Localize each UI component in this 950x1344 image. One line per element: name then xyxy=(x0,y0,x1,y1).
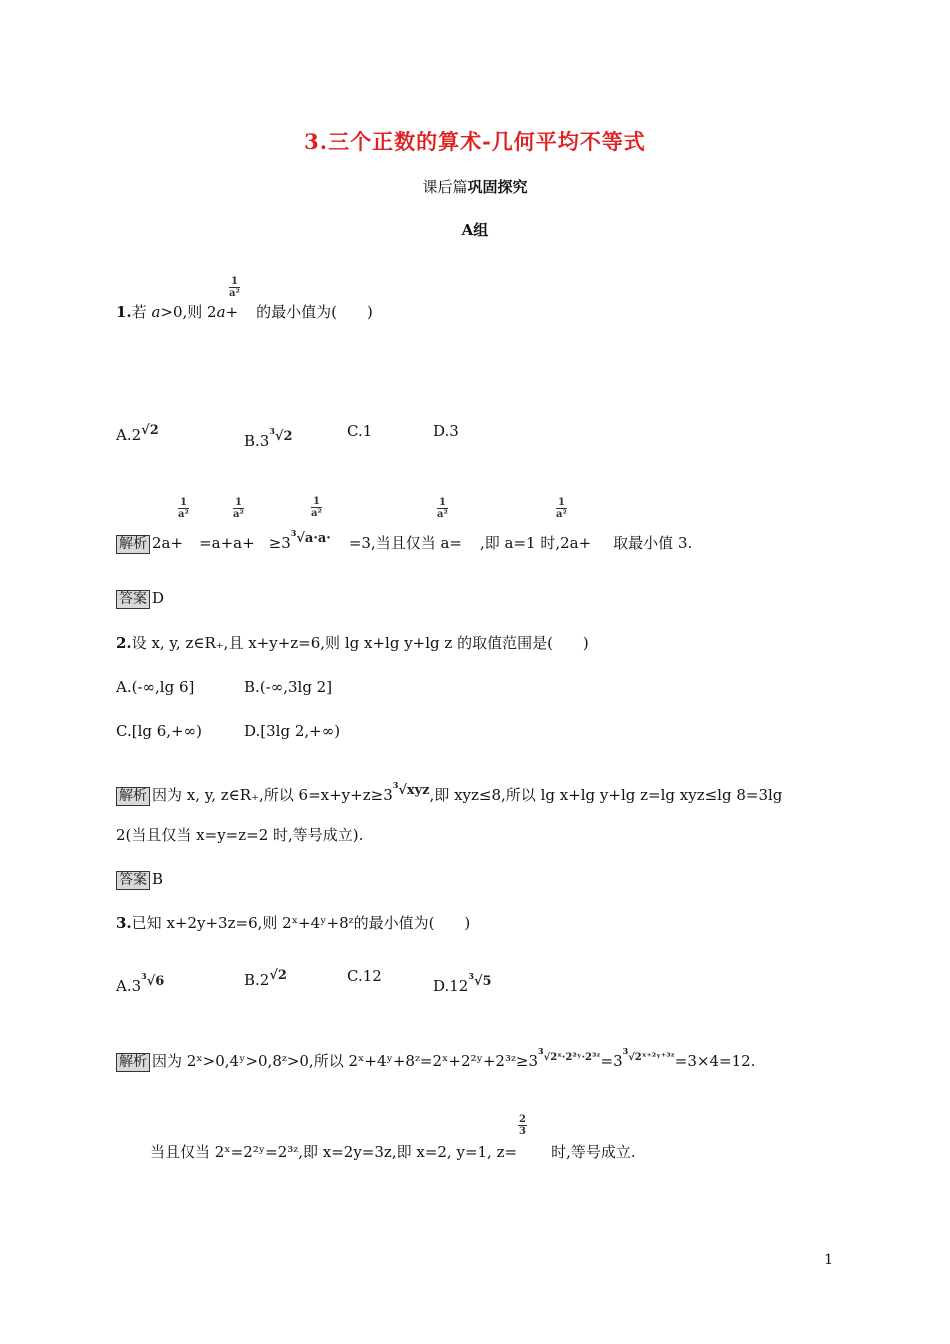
q1-stem xyxy=(116,302,373,322)
q1-answer xyxy=(116,588,164,609)
q1-an-frac-1 xyxy=(178,497,189,520)
q1-an-frac-4 xyxy=(437,497,448,520)
page-number: 1 xyxy=(824,1252,833,1268)
q1-var-a: a xyxy=(151,303,161,321)
q1-number: 1. xyxy=(116,303,132,321)
q1-answer-value: D xyxy=(152,589,165,607)
q2-answer xyxy=(116,869,163,890)
q1-an-frac-1-den: a² xyxy=(178,509,189,520)
q2-stem xyxy=(116,633,589,653)
answer-label: 答案 xyxy=(116,871,150,890)
q1-text-c: + xyxy=(225,303,239,321)
q3-condition xyxy=(150,1142,636,1162)
q1-an-frac-3-den: a² xyxy=(311,508,322,519)
q1-opt-a-text: A.2 xyxy=(116,426,142,444)
q1-opt-a-radical: √2 xyxy=(141,423,159,438)
q2-analysis-line2: 2(当且仅当 x=y=z=2 时,等号成立). xyxy=(116,826,364,844)
q3-option-a xyxy=(116,966,164,996)
q3-option-b xyxy=(244,966,287,990)
q3-option-d xyxy=(433,966,492,996)
q2-an-rad-index: 3 xyxy=(392,780,399,790)
q1-an-p1: 2a+ xyxy=(152,534,184,552)
q1-opt-b-index: 3 xyxy=(269,426,275,436)
q3-an-text-a: 因为 2ˣ>0,4ʸ>0,8ᶻ>0,所以 2ˣ+4ʸ+8ᶻ=2ˣ+2²ʸ+2³ᶻ≥3 xyxy=(152,1052,539,1070)
q3-cond-frac-den: 3 xyxy=(519,1126,526,1137)
q1-frac-den: a² xyxy=(229,288,240,299)
q3-opt-a-text: A.3 xyxy=(116,977,142,995)
q1-an-frac-2 xyxy=(233,497,244,520)
q2-option-c: C.[lg 6,+∞) xyxy=(116,722,202,740)
q1-opt-b-radical: √2 xyxy=(274,429,293,444)
q1-fraction xyxy=(229,276,240,299)
q1-an-p3: ≥3 xyxy=(268,534,291,552)
q3-opt-b-text: B.2 xyxy=(244,971,270,989)
q3-opt-a-radical: √6 xyxy=(146,974,165,989)
answer-label: 答案 xyxy=(116,590,150,609)
q1-an-radical-text: √a·a· xyxy=(296,531,331,546)
q3-stem-text: 已知 x+2y+3z=6,则 2ˣ+4ʸ+8ᶻ的最小值为( ) xyxy=(131,914,471,932)
q1-an-frac-3 xyxy=(311,496,322,519)
q1-option-b xyxy=(244,421,293,451)
q3-opt-b-radical: √2 xyxy=(269,968,287,983)
analysis-label: 解析 xyxy=(116,535,150,554)
q1-an-frac-5-num: 1 xyxy=(557,497,565,508)
q1-an-frac-3-num: 1 xyxy=(312,496,320,507)
q2-option-b: B.(-∞,3lg 2] xyxy=(244,678,333,696)
q1-an-frac-4-den: a² xyxy=(437,509,448,520)
q2-an-text-b: ,即 xyz≤8,所以 lg x+lg y+lg z=lg xyz≤lg 8=3lg xyxy=(429,786,783,804)
q3-cond-fraction xyxy=(518,1114,527,1137)
q3-opt-d-radical: √5 xyxy=(473,974,492,989)
q1-text-d: 的最小值为( ) xyxy=(256,303,373,321)
page-title: 3.三个正数的算术-几何平均不等式 xyxy=(304,129,646,154)
analysis-label: 解析 xyxy=(116,787,150,806)
q1-an-frac-2-num: 1 xyxy=(234,497,242,508)
q1-analysis xyxy=(116,523,692,554)
q2-an-text-a: 因为 x, y, z∈R₊,所以 6=x+y+z≥3 xyxy=(152,786,393,804)
q1-an-p2: =a+a+ xyxy=(199,534,255,552)
q3-cond-frac-num: 2 xyxy=(519,1114,526,1125)
q1-option-d: D.3 xyxy=(433,422,459,440)
q1-text-b: >0,则 2 xyxy=(160,303,217,321)
q3-option-c: C.12 xyxy=(347,967,382,985)
q1-an-radical xyxy=(296,531,348,546)
q1-an-p5: ,即 a=1 时,2a+ xyxy=(479,534,592,552)
subtitle-prefix: 课后篇 xyxy=(422,178,468,196)
q1-an-rad-index: 3 xyxy=(290,528,297,538)
q3-analysis xyxy=(116,1041,755,1072)
q2-option-a: A.(-∞,lg 6] xyxy=(116,678,195,696)
q3-an-rad1-index: 3 xyxy=(538,1046,544,1056)
q1-an-frac-1-num: 1 xyxy=(179,497,187,508)
q3-number: 3. xyxy=(116,914,132,932)
section-subtitle xyxy=(0,176,950,197)
q3-an-rad2-index: 3 xyxy=(622,1046,629,1056)
q2-an-radical: √xyz xyxy=(398,783,430,798)
group-heading: A组 xyxy=(461,221,489,239)
q1-an-frac-5 xyxy=(556,497,567,520)
q1-an-frac-5-den: a² xyxy=(556,509,567,520)
q3-opt-d-index: 3 xyxy=(468,971,474,981)
q2-answer-value: B xyxy=(152,870,164,888)
subtitle-bold: 巩固探究 xyxy=(467,178,528,196)
q3-cond-text-b: 时,等号成立. xyxy=(551,1143,636,1161)
q3-an-text-c: =3×4=12. xyxy=(674,1052,756,1070)
q2-option-d: D.[3lg 2,+∞) xyxy=(244,722,341,740)
q1-an-p4: =3,当且仅当 a= xyxy=(348,534,462,552)
q2-stem-text: 设 x, y, z∈R₊,且 x+y+z=6,则 lg x+lg y+lg z 的取值范围是( ) xyxy=(131,634,589,652)
q1-option-c: C.1 xyxy=(347,422,373,440)
q3-stem xyxy=(116,913,470,933)
q1-frac-num: 1 xyxy=(230,276,238,287)
q3-an-radical-2: √2ˣ⁺²ʸ⁺³ᶻ xyxy=(628,1052,675,1063)
q1-an-frac-4-num: 1 xyxy=(438,497,446,508)
q1-an-p6: 取最小值 3. xyxy=(613,534,693,552)
q2-analysis-line1 xyxy=(116,775,782,806)
q1-option-a xyxy=(116,421,159,445)
q3-cond-text-a: 当且仅当 2ˣ=2²ʸ=2³ᶻ,即 x=2y=3z,即 x=2, y=1, z= xyxy=(150,1143,518,1161)
q1-an-frac-2-den: a² xyxy=(233,509,244,520)
q3-opt-d-text: D.12 xyxy=(433,977,469,995)
q2-number: 2. xyxy=(116,634,132,652)
q1-opt-b-text: B.3 xyxy=(244,432,270,450)
q3-an-radical-1: √2ˣ·2²ʸ·2³ᶻ xyxy=(543,1052,601,1063)
q1-var-a2: a xyxy=(216,303,226,321)
analysis-label: 解析 xyxy=(116,1053,150,1072)
q1-text-a: 若 xyxy=(131,303,152,321)
q3-an-text-b: =3 xyxy=(600,1052,623,1070)
q3-opt-a-index: 3 xyxy=(141,971,147,981)
